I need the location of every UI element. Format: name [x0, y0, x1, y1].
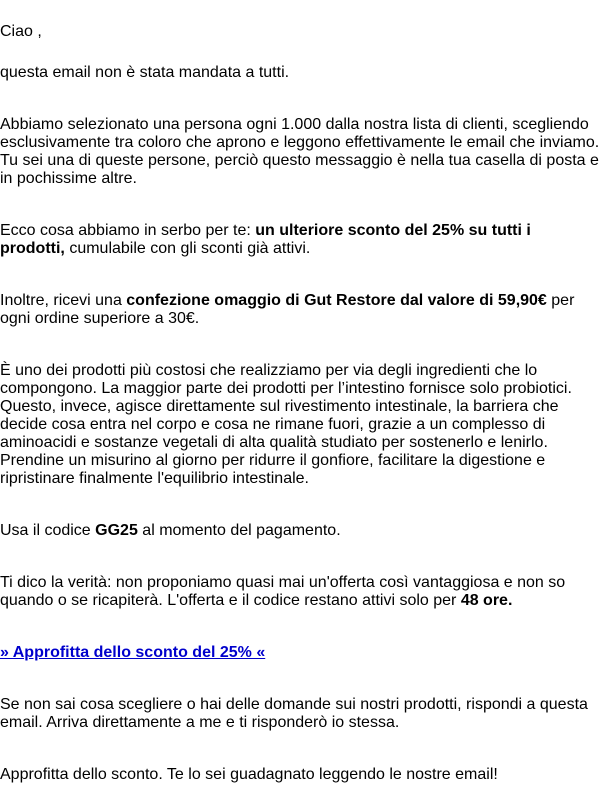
- duration-highlight: 48 ore.: [460, 592, 513, 609]
- questions-paragraph: Se non sai cosa scegliere o hai delle domande sui nostri prodotti, rispondi a questa email. Arriva direttamente a me e ti risponderò io stessa.: [0, 696, 588, 731]
- offer-suffix: cumulabile con gli sconti già attivi.: [64, 240, 311, 257]
- code-paragraph: [0, 522, 341, 540]
- offer-highlight: un ulteriore sconto del 25% su tutti i prodotti,: [0, 222, 531, 257]
- gift-prefix: Inoltre, ricevi una: [0, 292, 127, 309]
- greeting: Ciao ,: [0, 23, 42, 40]
- discount-code: GG25: [95, 522, 138, 539]
- truth-paragraph: [0, 574, 600, 610]
- gift-paragraph: [0, 292, 600, 328]
- cta-paragraph: [0, 644, 265, 662]
- code-suffix: al momento del pagamento.: [137, 522, 341, 539]
- closing-paragraph: Approfitta dello sconto. Te lo sei guadagnato leggendo le nostre email!: [0, 766, 498, 783]
- selection-paragraph: Abbiamo selezionato una persona ogni 1.000 dalla nostra lista di clienti, scegliendo esclusivamente tra coloro che aprono e leggono effettivamente le email che inviamo. Tu sei una di queste persone, perciò questo messaggio è nella tua casella di posta e in pochissime altre.: [0, 116, 600, 187]
- intro-paragraph: questa email non è stata mandata a tutti.: [0, 64, 290, 81]
- code-prefix: Usa il codice: [0, 522, 96, 539]
- gift-highlight: confezione omaggio di Gut Restore dal valore di 59,90€: [126, 292, 547, 309]
- gift-suffix: per ogni ordine superiore a 30€.: [0, 292, 575, 327]
- offer-paragraph: [0, 222, 600, 258]
- offer-prefix: Ecco cosa abbiamo in serbo per te:: [0, 222, 256, 239]
- discount-cta-link[interactable]: » Approfitta dello sconto del 25% «: [0, 644, 266, 661]
- product-description-paragraph: È uno dei prodotti più costosi che realizziamo per via degli ingredienti che lo compongono. La maggior parte dei prodotti per l’intestino fornisce solo probiotici. Questo, invece, agisce direttamente sul rivestimento intestinale, la barriera che decide cosa entra nel corpo e cosa ne rimane fuori, grazie a un complesso di aminoacidi e sostanze vegetali di alta qualità studiato per sostenerlo e lenirlo. Prendine un misurino al giorno per ridurre il gonfiore, facilitare la digestione e ripristinare finalmente l'equilibrio intestinale.: [0, 362, 572, 487]
- truth-prefix: Ti dico la verità: non proponiamo quasi mai un'offerta così vantaggiosa e non so quando o se ricapiterà. L'offerta e il codice restano attivi solo per: [0, 574, 566, 609]
